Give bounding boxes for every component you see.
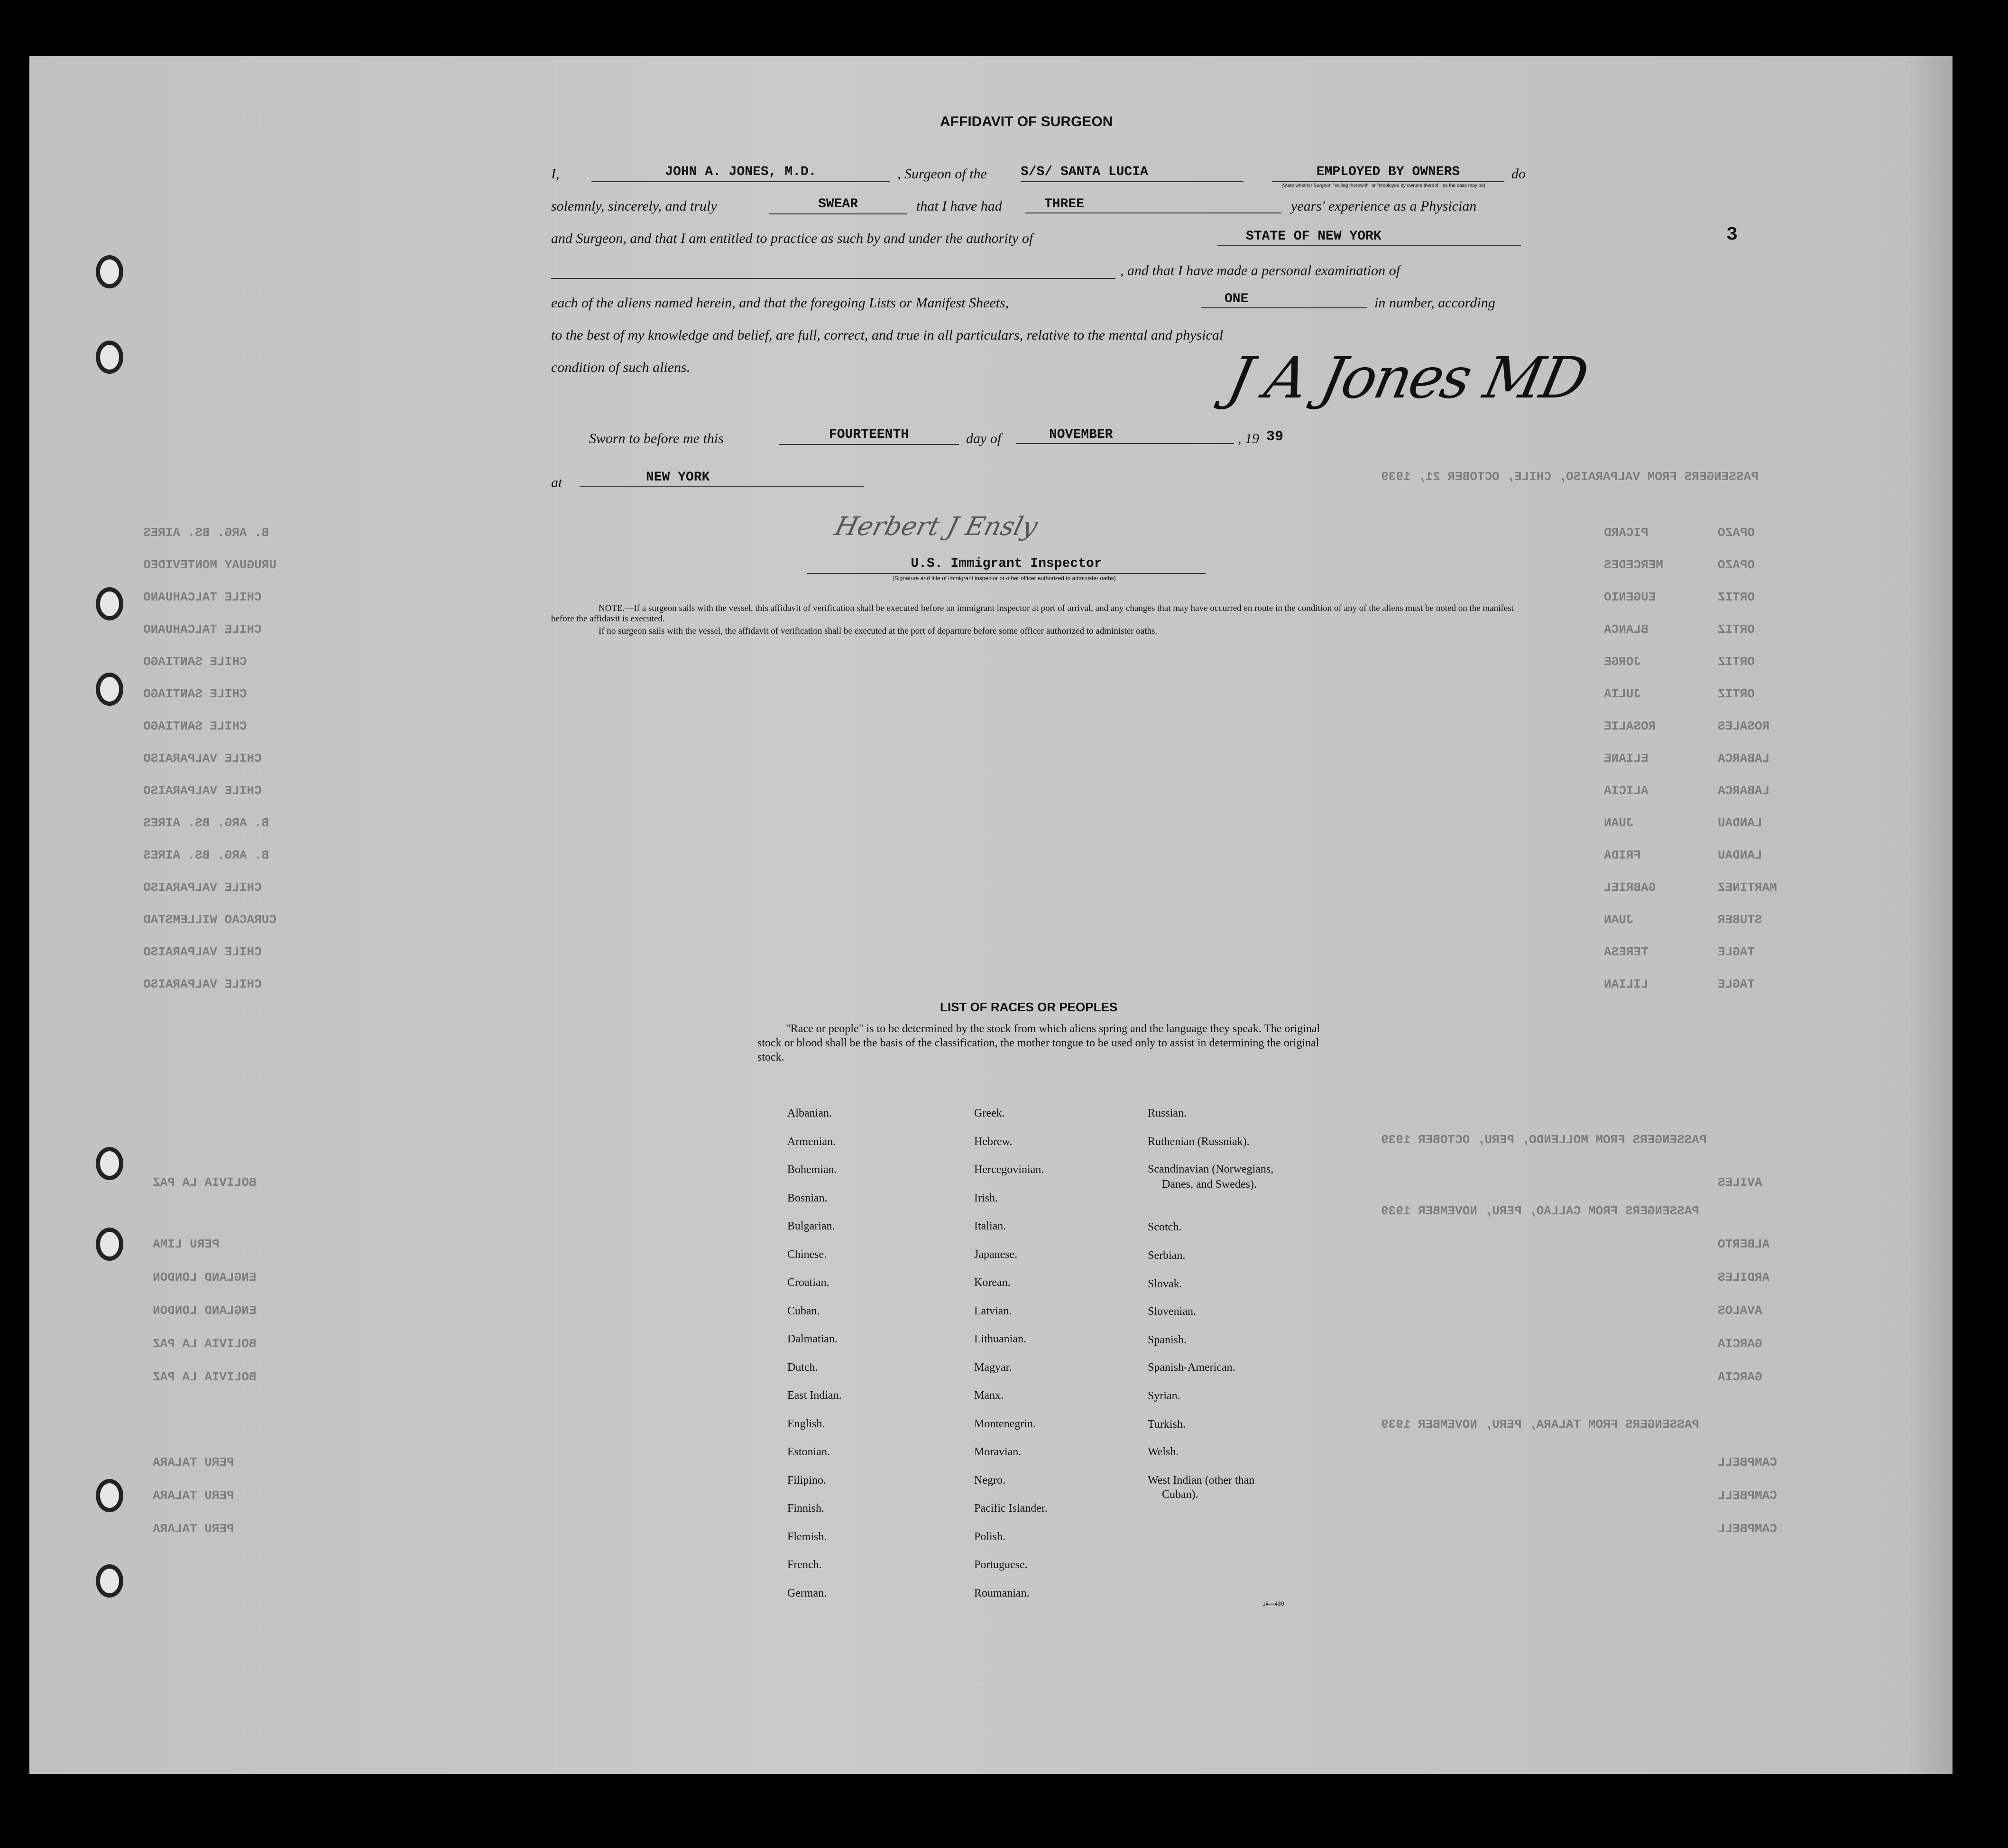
bleed-through-text: ARDILES xyxy=(1718,1270,1770,1284)
affidavit-line3-prefix: and Surgeon, and that I am entitled to practice as such by and under the authority of xyxy=(551,231,1033,246)
race-item: Spanish-American. xyxy=(1148,1361,1235,1374)
race-item: English. xyxy=(787,1417,825,1430)
bleed-through-text: BOLIVIA LA PAZ xyxy=(153,1370,257,1384)
bleed-through-text: LABARCA xyxy=(1718,751,1770,766)
punch-hole xyxy=(96,1228,123,1261)
race-item: Bosnian. xyxy=(787,1192,828,1204)
race-item: East Indian. xyxy=(787,1389,842,1402)
races-intro: "Race or people" is to be determined by the stock from which aliens spring and the language they speak. The original stock or blood shall be the basis of the classification, the mother tongue to be used only to assist in determining the original stock. xyxy=(757,1023,1320,1063)
affidavit-line2-prefix: solemnly, sincerely, and truly xyxy=(551,198,717,214)
bleed-through-text: CHILE SANTIAGO xyxy=(143,687,247,701)
bleed-through-text: CURACAO WILLEMSTAD xyxy=(143,913,276,927)
bleed-through-text: JUAN xyxy=(1604,816,1634,830)
bleed-through-text: PERU TALARA xyxy=(153,1488,234,1503)
race-item: Italian. xyxy=(974,1220,1006,1232)
race-item: Korean. xyxy=(974,1276,1011,1289)
bleed-through-text: JULIA xyxy=(1604,687,1641,701)
bleed-through-text: PASSENGERS FROM CALLAO, PERU, NOVEMBER 1939 xyxy=(1381,1204,1699,1218)
race-item: Manx. xyxy=(974,1389,1004,1402)
at-prefix: at xyxy=(551,475,562,490)
bleed-through-text: ROSALES xyxy=(1718,719,1770,733)
sworn-month-field: NOVEMBER xyxy=(1016,427,1234,444)
bleed-through-text: TAGLE xyxy=(1718,945,1755,959)
sworn-year: 39 xyxy=(1266,429,1284,445)
employment-note: (State whether Surgeon "sailing therewith" or "employed by owners thereof," as the case may be) xyxy=(1281,183,1485,188)
punch-hole xyxy=(96,255,123,288)
bleed-through-text: PASSENGERS FROM VALPARAISO, CHILE, OCTOBER 21, 1939 xyxy=(1381,470,1759,484)
inspector-signature: Herbert J Ensly xyxy=(832,511,1041,541)
race-item: Pacific Islander. xyxy=(974,1502,1048,1515)
bleed-through-text: LANDAU xyxy=(1718,816,1762,830)
race-item: Cuban. xyxy=(787,1304,820,1317)
affidavit-line5-prefix: each of the aliens named herein, and that the foregoing Lists or Manifest Sheets, xyxy=(551,295,1009,311)
bleed-through-text: ALBERTO xyxy=(1718,1237,1770,1251)
race-item: Scotch. xyxy=(1148,1221,1182,1233)
affidavit-line1-mid: , Surgeon of the xyxy=(897,166,987,182)
bleed-through-text: URUGUAY MONTEVIDEO xyxy=(143,558,276,572)
inspector-caption: (Signature and title of immigrant inspector or other officer authorized to administer oaths) xyxy=(893,575,1116,582)
bleed-through-text: CHILE VALPARAISO xyxy=(143,751,262,766)
race-item: Polish. xyxy=(974,1530,1006,1543)
race-item: Finnish. xyxy=(787,1502,825,1515)
years-field: THREE xyxy=(1025,196,1281,213)
surgeon-signature: J A Jones MD xyxy=(1222,345,1593,411)
race-item: Magyar. xyxy=(974,1361,1012,1374)
race-item: Dutch. xyxy=(787,1361,818,1374)
authority-continuation-field xyxy=(551,261,1115,279)
affidavit-line1-end: do xyxy=(1511,166,1526,182)
form-number: 14—430 xyxy=(1262,1600,1284,1607)
race-item: Negro. xyxy=(974,1474,1005,1487)
race-item: Serbian. xyxy=(1148,1249,1186,1262)
punch-hole xyxy=(96,1564,123,1598)
race-item: French. xyxy=(787,1559,822,1571)
bleed-through-text: TAGLE xyxy=(1718,977,1755,991)
race-item: Bohemian. xyxy=(787,1164,837,1176)
surgeon-name-field: JOHN A. JONES, M.D. xyxy=(591,164,890,182)
bleed-through-text: PASSENGERS FROM TALARA, PERU, NOVEMBER 1939 xyxy=(1381,1417,1699,1432)
bleed-through-text: ENGLAND LONDON xyxy=(153,1303,257,1318)
bleed-through-text: OPAZO xyxy=(1718,526,1755,540)
affidavit-line1-prefix: I, xyxy=(551,166,560,182)
inspector-title: U.S. Immigrant Inspector xyxy=(807,556,1206,574)
race-item: Cuban). xyxy=(1162,1488,1198,1501)
bleed-through-text: ALICIA xyxy=(1604,784,1649,798)
bleed-through-text: LILIAN xyxy=(1604,977,1649,991)
bleed-through-text: ORTIZ xyxy=(1718,687,1755,701)
affidavit-line2-mid: that I have had xyxy=(916,198,1002,214)
affidavit-line7: condition of such aliens. xyxy=(551,360,691,375)
affidavit-note xyxy=(551,603,1528,624)
bleed-through-text: CHILE VALPARAISO xyxy=(143,880,262,895)
bleed-through-text: PICARD xyxy=(1604,526,1649,540)
employment-field: EMPLOYED BY OWNERS xyxy=(1272,164,1504,182)
bleed-through-text: BOLIVIA LA PAZ xyxy=(153,1337,257,1351)
bleed-through-text: MARTINEZ xyxy=(1718,880,1777,895)
race-item: Greek. xyxy=(974,1107,1005,1119)
bleed-through-text: GARCIA xyxy=(1718,1370,1762,1384)
races-title: LIST OF RACES OR PEOPLES xyxy=(940,1000,1118,1014)
race-item: Syrian. xyxy=(1148,1390,1180,1402)
race-item: German. xyxy=(787,1587,827,1599)
bleed-through-text: CHILE TALCAHUANO xyxy=(143,590,262,604)
bleed-through-text: JORGE xyxy=(1604,655,1641,669)
bleed-through-text: B. ARG. BS. AIRES xyxy=(143,526,269,540)
bleed-through-text: LABARCA xyxy=(1718,784,1770,798)
bleed-through-text: AVILES xyxy=(1718,1175,1762,1190)
bleed-through-text: PERU TALARA xyxy=(153,1455,234,1469)
punch-hole xyxy=(96,1147,123,1180)
race-item: Dalmatian. xyxy=(787,1333,838,1345)
bleed-through-text: PERU TALARA xyxy=(153,1522,234,1536)
bleed-through-text: CAMPBELL xyxy=(1718,1522,1777,1536)
race-item: Spanish. xyxy=(1148,1334,1187,1346)
affidavit-line5-end: in number, according xyxy=(1374,295,1495,311)
race-item: Moravian. xyxy=(974,1446,1022,1458)
bleed-through-text: B. ARG. BS. AIRES xyxy=(143,816,269,830)
race-item: Ruthenian (Russniak). xyxy=(1148,1136,1250,1148)
bleed-through-text: CAMPBELL xyxy=(1718,1488,1777,1503)
race-item: Turkish. xyxy=(1148,1418,1186,1431)
race-item: Welsh. xyxy=(1148,1446,1179,1458)
race-item: Danes, and Swedes). xyxy=(1162,1178,1257,1191)
affidavit-title: AFFIDAVIT OF SURGEON xyxy=(940,114,1113,129)
bleed-through-text: CHILE VALPARAISO xyxy=(143,945,262,959)
bleed-through-text: CHILE TALCAHUANO xyxy=(143,622,262,637)
race-item: Filipino. xyxy=(787,1474,827,1487)
bleed-through-text: ORTIZ xyxy=(1718,622,1755,637)
bleed-through-text: ORTIZ xyxy=(1718,655,1755,669)
race-item: Roumanian. xyxy=(974,1587,1030,1599)
affidavit-line2-end: years' experience as a Physician xyxy=(1291,198,1477,214)
sheets-field: ONE xyxy=(1201,291,1367,308)
vessel-field: S/S/ SANTA LUCIA xyxy=(1021,164,1243,182)
page-edge xyxy=(1910,56,1953,1774)
race-item: Estonian. xyxy=(787,1446,830,1458)
bleed-through-text: PASSENGERS FROM MOLLENDO, PERU, OCTOBER 1939 xyxy=(1381,1133,1707,1147)
bleed-through-text: CHILE VALPARAISO xyxy=(143,784,262,798)
bleed-through-text: STUBER xyxy=(1718,913,1762,927)
race-item: Hebrew. xyxy=(974,1135,1013,1148)
bleed-through-text: GARCIA xyxy=(1718,1337,1762,1351)
bleed-through-text: CAMPBELL xyxy=(1718,1455,1777,1469)
page-mark: 3 xyxy=(1726,224,1738,246)
bleed-through-text: FRIDA xyxy=(1604,848,1641,862)
bleed-through-text: CHILE SANTIAGO xyxy=(143,719,247,733)
sworn-mid: day of xyxy=(966,431,1002,446)
race-item: Bulgarian. xyxy=(787,1220,835,1232)
bleed-through-text: LANDAU xyxy=(1718,848,1762,862)
race-item: Albanian. xyxy=(787,1107,832,1119)
bleed-through-text: ENGLAND LONDON xyxy=(153,1270,257,1284)
race-item: Latvian. xyxy=(974,1304,1012,1317)
affidavit-line6: to the best of my knowledge and belief, are full, correct, and true in all particulars, relative to the mental and physical xyxy=(551,327,1224,343)
punch-hole xyxy=(96,673,123,706)
race-item: Portuguese. xyxy=(974,1559,1028,1571)
authority-field: STATE OF NEW YORK xyxy=(1217,229,1521,246)
race-item: West Indian (other than xyxy=(1148,1474,1255,1487)
race-item: Armenian. xyxy=(787,1135,836,1148)
race-item: Croatian. xyxy=(787,1276,829,1289)
race-item: Slovenian. xyxy=(1148,1305,1196,1318)
race-item: Montenegrin. xyxy=(974,1417,1036,1430)
bleed-through-text: BLANCA xyxy=(1604,622,1649,637)
affidavit-line4-suffix: , and that I have made a personal examination of xyxy=(1120,263,1400,278)
affidavit-note-2: If no surgeon sails with the vessel, the affidavit of verification shall be executed at the port of departure before some officer authorized to administer oaths. xyxy=(599,626,1158,636)
bleed-through-text: OPAZO xyxy=(1718,558,1755,572)
race-item: Japanese. xyxy=(974,1248,1018,1261)
bleed-through-text: B. ARG. BS. AIRES xyxy=(143,848,269,862)
race-item: Flemish. xyxy=(787,1530,827,1543)
race-item: Scandinavian (Norwegians, xyxy=(1148,1163,1274,1175)
punch-hole xyxy=(96,341,123,374)
bleed-through-text: TERESA xyxy=(1604,945,1649,959)
punch-hole xyxy=(96,1479,123,1512)
bleed-through-text: ROSALIE xyxy=(1604,719,1656,733)
bleed-through-text: AVALOS xyxy=(1718,1303,1762,1318)
bleed-through-text: CHILE SANTIAGO xyxy=(143,655,247,669)
race-item: Chinese. xyxy=(787,1248,827,1261)
bleed-through-text: CHILE VALPARAISO xyxy=(143,977,262,991)
bleed-through-text: EUGENIO xyxy=(1604,590,1656,604)
sworn-day-field: FOURTEENTH xyxy=(779,427,959,445)
bleed-through-text: MERCEDES xyxy=(1604,558,1663,572)
note-text-1: NOTE.—If a surgeon sails with the vessel, this affidavit of verification shall be executed before an immigrant inspector at port of arrival, and any changes that may have occurred en route in the condition of any of the aliens must be noted on the manifest before the affidavit is executed. xyxy=(551,603,1514,624)
race-item: Lithuanian. xyxy=(974,1333,1026,1345)
race-item: Russian. xyxy=(1148,1107,1187,1119)
bleed-through-text: ORTIZ xyxy=(1718,590,1755,604)
bleed-through-text: PERU LIMA xyxy=(153,1237,220,1251)
at-place-field: NEW YORK xyxy=(580,470,864,487)
race-item: Slovak. xyxy=(1148,1278,1182,1290)
bleed-through-text: GABRIEL xyxy=(1604,880,1656,895)
bleed-through-text: JUAN xyxy=(1604,913,1634,927)
race-item: Irish. xyxy=(974,1192,998,1204)
sworn-year-prefix: , 19 xyxy=(1238,431,1259,446)
oath-field: SWEAR xyxy=(769,196,907,214)
punch-hole xyxy=(96,587,123,620)
sworn-prefix: Sworn to before me this xyxy=(589,431,724,446)
manifest-page xyxy=(29,56,1953,1774)
bleed-through-text: BOLIVIA LA PAZ xyxy=(153,1175,257,1190)
race-item: Hercegovinian. xyxy=(974,1164,1044,1176)
bleed-through-text: ELIANE xyxy=(1604,751,1649,766)
